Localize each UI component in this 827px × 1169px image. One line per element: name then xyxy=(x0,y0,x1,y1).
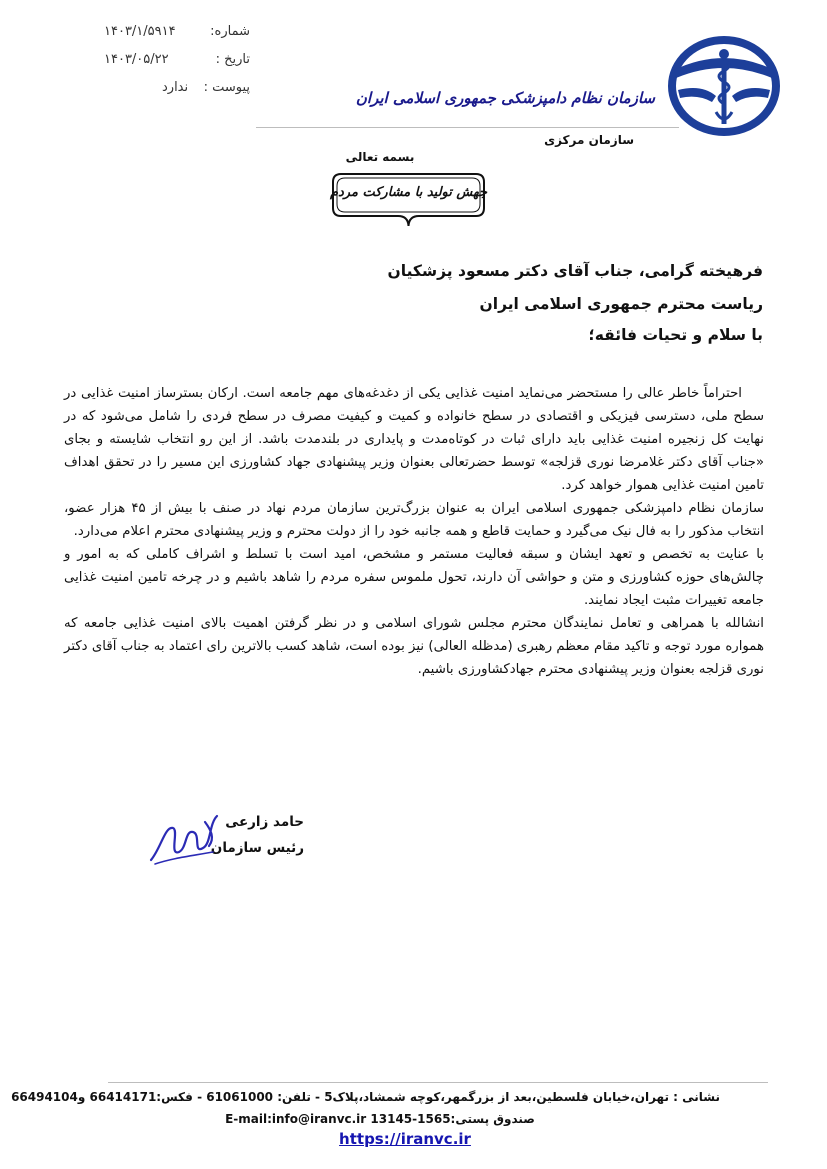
salutation-recipient: فرهیخته گرامی، جناب آقای دکتر مسعود پزشکیان xyxy=(387,262,763,280)
website-link[interactable]: https://iranvc.ir xyxy=(339,1130,471,1148)
letter-date xyxy=(100,52,250,74)
signatory-name: حامد زارعی xyxy=(225,814,304,830)
body-paragraph-2: سازمان نظام دامپزشکی جمهوری اسلامی ایران به عنوان بزرگ‌ترین سازمان مردم نهاد در صنف با بیش از ۴۵ هزار عضو، انتخاب مذکور را به فال نیک می‌گیرد و حمایت قاطع و همه جانبه خود را از دولت محترم و وزیر پیشنهادی محترم اعلام می‌دارد. xyxy=(64,501,764,539)
organization-name: سازمان نظام دامپزشکی جمهوری اسلامی ایران xyxy=(355,89,655,107)
salutation-title: ریاست محترم جمهوری اسلامی ایران xyxy=(479,295,763,313)
letter-date-value: ۱۴۰۳/۰۵/۲۲ xyxy=(104,52,169,67)
bismillah-heading: بسمه تعالی xyxy=(345,150,415,164)
iranvc-logo xyxy=(668,36,780,136)
organization-subtitle: سازمان مرکزی xyxy=(544,133,634,147)
slogan-text: جهش تولید با مشارکت مردم xyxy=(329,185,488,200)
letter-number-label: شماره: xyxy=(210,24,250,39)
body-paragraph-3: با عنایت به تخصص و تعهد ایشان و سبقه فعالیت مستمر و مشخص، امید است با تسلط و اشراف کاملی که به امور و چالش‌های حوزه کشاورزی و متن و حواشی آن دارند، تحول ملموس سفره مردم را شاهد باشیم و در چرخه تامین امنیت غذایی جامعه تغییرات مثبت ایجاد نمایند. xyxy=(64,547,764,608)
footer-postal-email: صندوق پستی:1565-13145 E-mail:info@iranvc.ir xyxy=(225,1112,535,1126)
letter-number xyxy=(100,24,250,46)
letter-attachment-label: پیوست : xyxy=(203,80,250,95)
header-divider xyxy=(256,127,679,128)
body-paragraph-1: احتراماً خاطر عالی را مستحضر می‌نماید امنیت غذایی یکی از دغدغه‌های مهم جامعه است. ارکان بسترساز امنیت غذایی در سطح ملی، دسترسی فیزیکی و اقتصادی در سطح خانواده و کمیت و کیفیت مصرف در سطح فردی را شامل می‌شود که در نهایت کل زنجیره امنیت غذایی باید دارای ثبات در کوتاه‌مدت و پایداری در بلندمدت باشد. از این رو انتخاب شایسته و بجای «جناب آقای دکتر غلامرضا نوری قزلجه» توسط حضرتعالی بعنوان وزیر پیشنهادی جهاد کشاورزی این مسیر را در تحقق اهداف تامین امنیت غذایی هموار خواهد کرد. xyxy=(64,386,764,493)
salutation-greeting: با سلام و تحیات فائقه؛ xyxy=(588,326,763,344)
letter-number-value: ۱۴۰۳/۱/۵۹۱۴ xyxy=(104,24,176,39)
letter-body xyxy=(64,382,764,681)
signatory-title: رئیس سازمان xyxy=(210,840,304,856)
footer-address: نشانی : تهران،خیابان فلسطین،بعد از بزرگمهر،کوچه شمشاد،پلاک5 - تلفن: 61061000 - فکس:66414171 و66494104 xyxy=(11,1090,720,1104)
letter-attachment-value: ندارد xyxy=(162,80,189,95)
body-paragraph-4: انشالله با همراهی و تعامل نمایندگان محترم مجلس شورای اسلامی و در نظر گرفتن اهمیت بالای امنیت غذایی جامعه که همواره مورد توجه و تاکید مقام معظم رهبری (مدظله العالی) نیز بوده است، شاهد کسب بالاترین رای اعتماد به جناب آقای دکتر نوری قزلجه بعنوان وزیر پیشنهادی محترم جهادکشاورزی باشیم. xyxy=(64,616,764,677)
handwritten-signature xyxy=(143,808,225,868)
letter-attachment xyxy=(100,80,250,102)
footer-divider xyxy=(108,1082,768,1083)
letter-date-label: تاریخ : xyxy=(215,52,250,67)
